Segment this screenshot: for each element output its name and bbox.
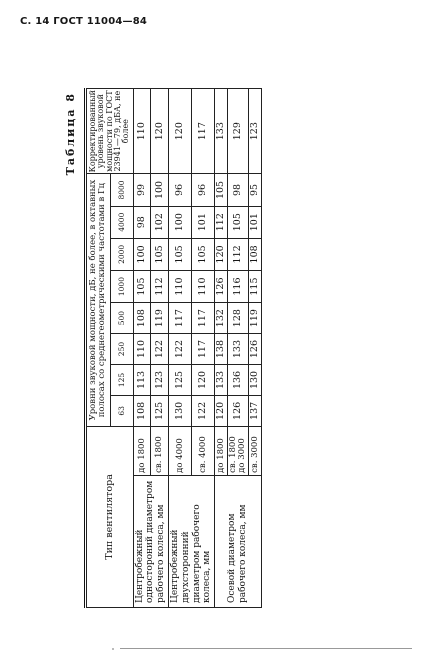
level-cell: 120: [192, 365, 215, 396]
level-cell: 100: [169, 206, 192, 238]
level-cell: 133: [228, 334, 249, 365]
freq-header: 125: [110, 365, 133, 396]
level-cell: 110: [192, 270, 215, 302]
level-cell: 130: [249, 365, 262, 396]
level-cell: 110: [133, 334, 151, 365]
level-cell: 123: [151, 365, 169, 396]
table-body: [133, 89, 261, 608]
table-row: [133, 89, 151, 608]
level-cell: 98: [228, 174, 249, 206]
level-cell: 105: [169, 238, 192, 270]
table-caption: Таблица 8: [64, 92, 77, 176]
diameter-cell: до 1800: [215, 426, 228, 475]
freq-header: 1000: [110, 270, 133, 302]
rotated-table-block: [58, 88, 398, 608]
level-cell: 122: [192, 395, 215, 426]
level-cell: 105: [215, 174, 228, 206]
corrected-level-cell: 123: [249, 89, 262, 174]
page-header: С. 14 ГОСТ 11004—84: [20, 16, 148, 27]
level-cell: 100: [133, 238, 151, 270]
diameter-cell: до 1800: [133, 426, 151, 475]
freq-header: 8000: [110, 174, 133, 206]
corrected-level-cell: 120: [151, 89, 169, 174]
freq-header: 4000: [110, 206, 133, 238]
level-cell: 119: [151, 303, 169, 334]
diameter-cell: св. 1800 до 3000: [228, 426, 249, 475]
level-cell: 101: [249, 206, 262, 238]
level-cell: 119: [249, 303, 262, 334]
level-cell: 108: [249, 238, 262, 270]
level-cell: 126: [215, 270, 228, 302]
level-cell: 116: [228, 270, 249, 302]
level-cell: 128: [228, 303, 249, 334]
level-cell: 117: [169, 303, 192, 334]
level-cell: 132: [215, 303, 228, 334]
col-type-header: Тип вентилятора: [87, 426, 134, 607]
corrected-level-cell: 133: [215, 89, 228, 174]
level-cell: 112: [215, 206, 228, 238]
level-cell: 125: [151, 395, 169, 426]
level-cell: 136: [228, 365, 249, 396]
level-cell: 101: [192, 206, 215, 238]
level-cell: 102: [151, 206, 169, 238]
diameter-cell: св. 1800: [151, 426, 169, 475]
freq-header: 500: [110, 303, 133, 334]
corrected-level-cell: 120: [169, 89, 192, 174]
level-cell: 120: [215, 238, 228, 270]
diameter-cell: св. 4000: [192, 426, 215, 475]
level-cell: 112: [151, 270, 169, 302]
level-cell: 120: [215, 395, 228, 426]
table-row: [215, 89, 228, 608]
level-cell: 117: [192, 303, 215, 334]
level-cell: 112: [228, 238, 249, 270]
level-cell: 96: [169, 174, 192, 206]
level-cell: 100: [151, 174, 169, 206]
level-cell: 138: [215, 334, 228, 365]
table-row: [169, 89, 192, 608]
level-cell: 126: [249, 334, 262, 365]
fan-type-cell: Осевой диаметром рабочего колеса, мм: [215, 475, 262, 607]
freq-header: 63: [110, 395, 133, 426]
level-cell: 105: [133, 270, 151, 302]
level-cell: 105: [192, 238, 215, 270]
col-corrected-header: Корректированный уровень звуковой мощности по ГОСТ 23941—79, дБА, не более: [87, 89, 134, 174]
corrected-level-cell: 117: [192, 89, 215, 174]
level-cell: 122: [151, 334, 169, 365]
bottom-scan-line: [120, 648, 412, 649]
level-cell: 130: [169, 395, 192, 426]
header-row-1: [87, 89, 111, 608]
corrected-level-cell: 110: [133, 89, 151, 174]
table-top-rule: [84, 88, 85, 608]
level-cell: 95: [249, 174, 262, 206]
level-cell: 108: [133, 395, 151, 426]
level-cell: 96: [192, 174, 215, 206]
level-cell: 133: [215, 365, 228, 396]
freq-header: 250: [110, 334, 133, 365]
freq-header: 2000: [110, 238, 133, 270]
diameter-cell: до 4000: [169, 426, 192, 475]
level-cell: 105: [228, 206, 249, 238]
level-cell: 98: [133, 206, 151, 238]
level-cell: 126: [228, 395, 249, 426]
noise-table: [86, 88, 262, 608]
level-cell: 108: [133, 303, 151, 334]
fan-type-cell: Центробежный одностороний диаметром рабочего колеса, мм: [133, 475, 168, 607]
diameter-cell: св. 3000: [249, 426, 262, 475]
level-cell: 105: [151, 238, 169, 270]
level-cell: 122: [169, 334, 192, 365]
level-cell: 125: [169, 365, 192, 396]
level-cell: 113: [133, 365, 151, 396]
level-cell: 99: [133, 174, 151, 206]
level-cell: 110: [169, 270, 192, 302]
scan-speck: [112, 648, 114, 650]
corrected-level-cell: 129: [228, 89, 249, 174]
level-cell: 117: [192, 334, 215, 365]
fan-type-cell: Центробежный двухсторонний диаметром рабочего колеса, мм: [169, 475, 215, 607]
level-cell: 137: [249, 395, 262, 426]
level-cell: 115: [249, 270, 262, 302]
col-group-header: Уровни звуковой мощности, дБ, не более, в октавных полосах со среднегеометрическими частотами в Гц: [87, 174, 111, 427]
